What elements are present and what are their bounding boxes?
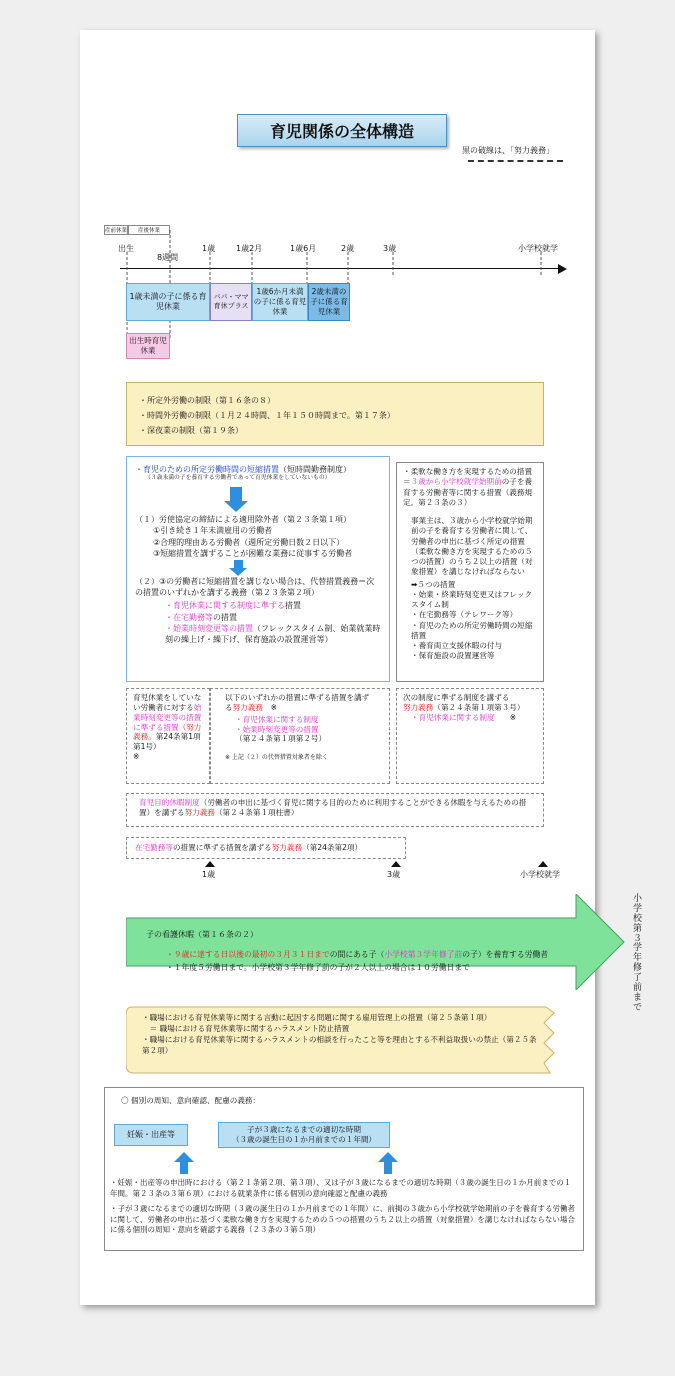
marker-1y: 1歳 — [202, 870, 216, 879]
notice-age3: 子が３歳になるまでの適切な時期 （３歳の誕生日の１か月前までの１年間） — [218, 1122, 390, 1148]
effort-box-c: 次の制度に準ずる制度を講ずる 努力義務（第２４条第１項第３号） ・育児休業に関する制度 ※ — [396, 688, 544, 784]
leave-under1: 1歳未満の子に係る育児休業 — [126, 283, 210, 321]
flex-body: 事業主は、３歳から小学校就学始期前の子を養育する労働者に関して、労働者の申出に基づく所定の措置（柔軟な働き方を実現するための５つの措置）のうち２以上の措置（対象措置）を講じなければならない — [411, 516, 533, 577]
nursing-arrow-shape — [126, 894, 626, 990]
prebirth-leave: 産前休業 — [104, 225, 128, 235]
short-hours-item2: （２）③の労働者に短縮措置を講じない場合は、代替措置義務＝次の措置のいずれかを講ずる義務（第２３条第２項） — [135, 576, 375, 597]
leave-under2: 2歳未満の子に係る育児休業 — [308, 283, 350, 321]
triangle-marker-icon — [538, 861, 548, 867]
notice-p1: ・妊娠・出産等の申出時における（第２１条第２項、第３項）、又は子が３歳になるまでの適切な時期（３歳の誕生日の１か月前までの１年間。第２３条の３第６項）における就業条件に係る個別の意向確認と配慮の義務 — [110, 1178, 572, 1198]
tl-1y2m: 1歳2月 — [236, 244, 263, 253]
short-hours-head: ・育児のための所定労働時間の短縮措置 — [135, 465, 279, 474]
marker-school: 小学校就学 — [520, 870, 560, 879]
overtime-box — [126, 382, 544, 446]
tl-birth: 出生 — [118, 244, 134, 253]
arrow-up-icon — [174, 1152, 194, 1162]
effort-box-b: 以下のいずれかの措置に準ずる措置を講ずる努力義務 ※ ・育児休業に関する制度 ・始業時刻変更等の措置 （第２４条第１項第２号） ※ 上記（２）の代替措置対象者を除く — [210, 688, 390, 784]
effort-box-a: 育児休業をしていない労働者に対する始業時刻変更等の措置に準ずる措置（努力義務。第24条第1項第1号） ※ — [126, 688, 210, 784]
short-hours-box: ・育児のための所定労働時間の短縮措置（短時間勤務制度） （３歳未満の子を養育する労働者であって育児休業をしていないもの） （１）労使協定の締結による適用除外者（第２３条第１項） ①引き続き１年未満雇用の労働者 ②合理的理由ある労働者（週所定労働日数２日以下） ③短縮措置を講ずることが困難な業務に従事する労働者 （２）③の労働者に短縮措置を講じない場合は、代替措置義務＝次の措置のいずれかを講ずる義務（第２３条第２項） ・育児休業に関する制度に準ずる措置 ・在宅勤務等の措置 ・始業時刻変更等の措置（フレックスタイム制、始業就業時刻の繰上げ・繰下げ、保育施設の設置運営等） — [126, 456, 390, 682]
nursing-head: 子の看護休暇（第１６条の２） — [146, 930, 258, 939]
page-title: 育児関係の全体構造 — [237, 114, 447, 147]
marker-3y: 3歳 — [387, 870, 401, 879]
leave-papa-mama: パパ・ママ育休プラス — [210, 283, 252, 321]
short-hours-item1: （１）労使協定の締結による適用除外者（第２３条第１項） — [135, 514, 351, 524]
nursing-line2: ・１年度５労働日まで。小学校第３学年修了前の子が２人以上の場合は１０労働日まで — [166, 963, 470, 972]
leave-under1-6: 1歳6か月未満の子に係る育児休業 — [252, 283, 308, 321]
tl-school: 小学校就学 — [518, 244, 558, 253]
notice-pregnancy: 妊娠・出産等 — [114, 1124, 188, 1146]
arrow-up-stem — [384, 1162, 392, 1174]
leave-birth-time: 出生時育児休業 — [126, 333, 170, 359]
arrow-up-icon — [378, 1152, 398, 1162]
purpose-leave-box: 育児目的休暇制度（労働者の申出に基づく育児に関する目的のために利用することができる休暇を与えるための措置）を講ずる努力義務（第２４条第１項柱書） — [126, 793, 544, 827]
overtime-1: ・所定外労働の制限（第１６条の８） — [139, 396, 275, 405]
postbirth-leave: 産後休業 — [128, 225, 170, 235]
tl-8weeks: 8週間 — [157, 253, 179, 262]
flexible-work-box: ・柔軟な働き方を実現するための措置＝３歳から小学校就学始期前の子を養育する労働者等に関する措置（義務規定。第２３条の３） 事業主は、３歳から小学校就学始期前の子を養育する労働者に関して、労働者の申出に基づく所定の措置（柔軟な働き方を実現するための５つの措置）のうち２以上の措置（対象措置）を講じなければならない ➡５つの措置 ・始業・終業時刻変更又はフレックスタイム制 ・在宅勤務等（テレワーク等） ・育児のための所定労働時間の短縮措置 ・養育両立支援休暇の付与 ・保育施設の設置運営等 — [396, 462, 544, 682]
arrow-down-icon — [135, 483, 381, 515]
nursing-side-label: 小学校第３学年修了前まで — [633, 894, 643, 1013]
arrow-up-stem — [180, 1162, 188, 1174]
arrow-down-icon — [135, 559, 381, 577]
overtime-3: ・深夜業の制限（第１９条） — [139, 426, 243, 436]
short-hours-sub: （３歳未満の子を養育する労働者であって育児休業をしていないもの） — [145, 475, 331, 482]
notice-head: 〇 個別の周知、意向確認、配慮の義務： — [121, 1096, 261, 1105]
triangle-marker-icon — [391, 861, 401, 867]
tl-3y: 3歳 — [383, 244, 397, 253]
tl-2y: 2歳 — [341, 244, 355, 253]
overtime-2: ・時間外労働の制限（１月２４時間、１年１５０時間まで。第１７条） — [139, 411, 395, 421]
harassment-text: ・職場における育児休業等に関する言動に起因する問題に関する雇用管理上の措置（第２５条第１項） ＝ 職場における育児休業等に関するハラスメント防止措置 ・職場における育児休業等に関するハラスメントの相談を行ったこと等を理由とする不利益取扱いの禁止（第２５条第２項） — [142, 1013, 537, 1055]
nursing-line1: ・９歳に達する日以後の最初の３月３１日までの間にある子（小学校第３学年修了前の子）を養育する労働者 — [166, 950, 549, 959]
triangle-marker-icon — [205, 861, 215, 867]
tl-1y6m: 1歳6月 — [290, 244, 317, 253]
legend-dash — [468, 160, 563, 162]
legend-note: 黒の破線は、「努力義務」 — [462, 146, 554, 155]
telework-box: 在宅勤務等の措置に準ずる措置を講ずる努力義務（第24条第2項） — [126, 837, 406, 859]
notice-p2: ・子が３歳になるまでの適切な時期（３歳の誕生日の１か月前までの１年間）に、前掲の３歳から小学校就学始期前の子を養育する労働者に関して、労働者の申出に基づく柔軟な働き方を実現するための５つの措置のうち２以上の措置（対象措置）を講じなければならない場合に係る個別の周知・意向を確認する義務（２３条の３第５項） — [110, 1204, 575, 1234]
tl-1y: 1歳 — [202, 244, 216, 253]
